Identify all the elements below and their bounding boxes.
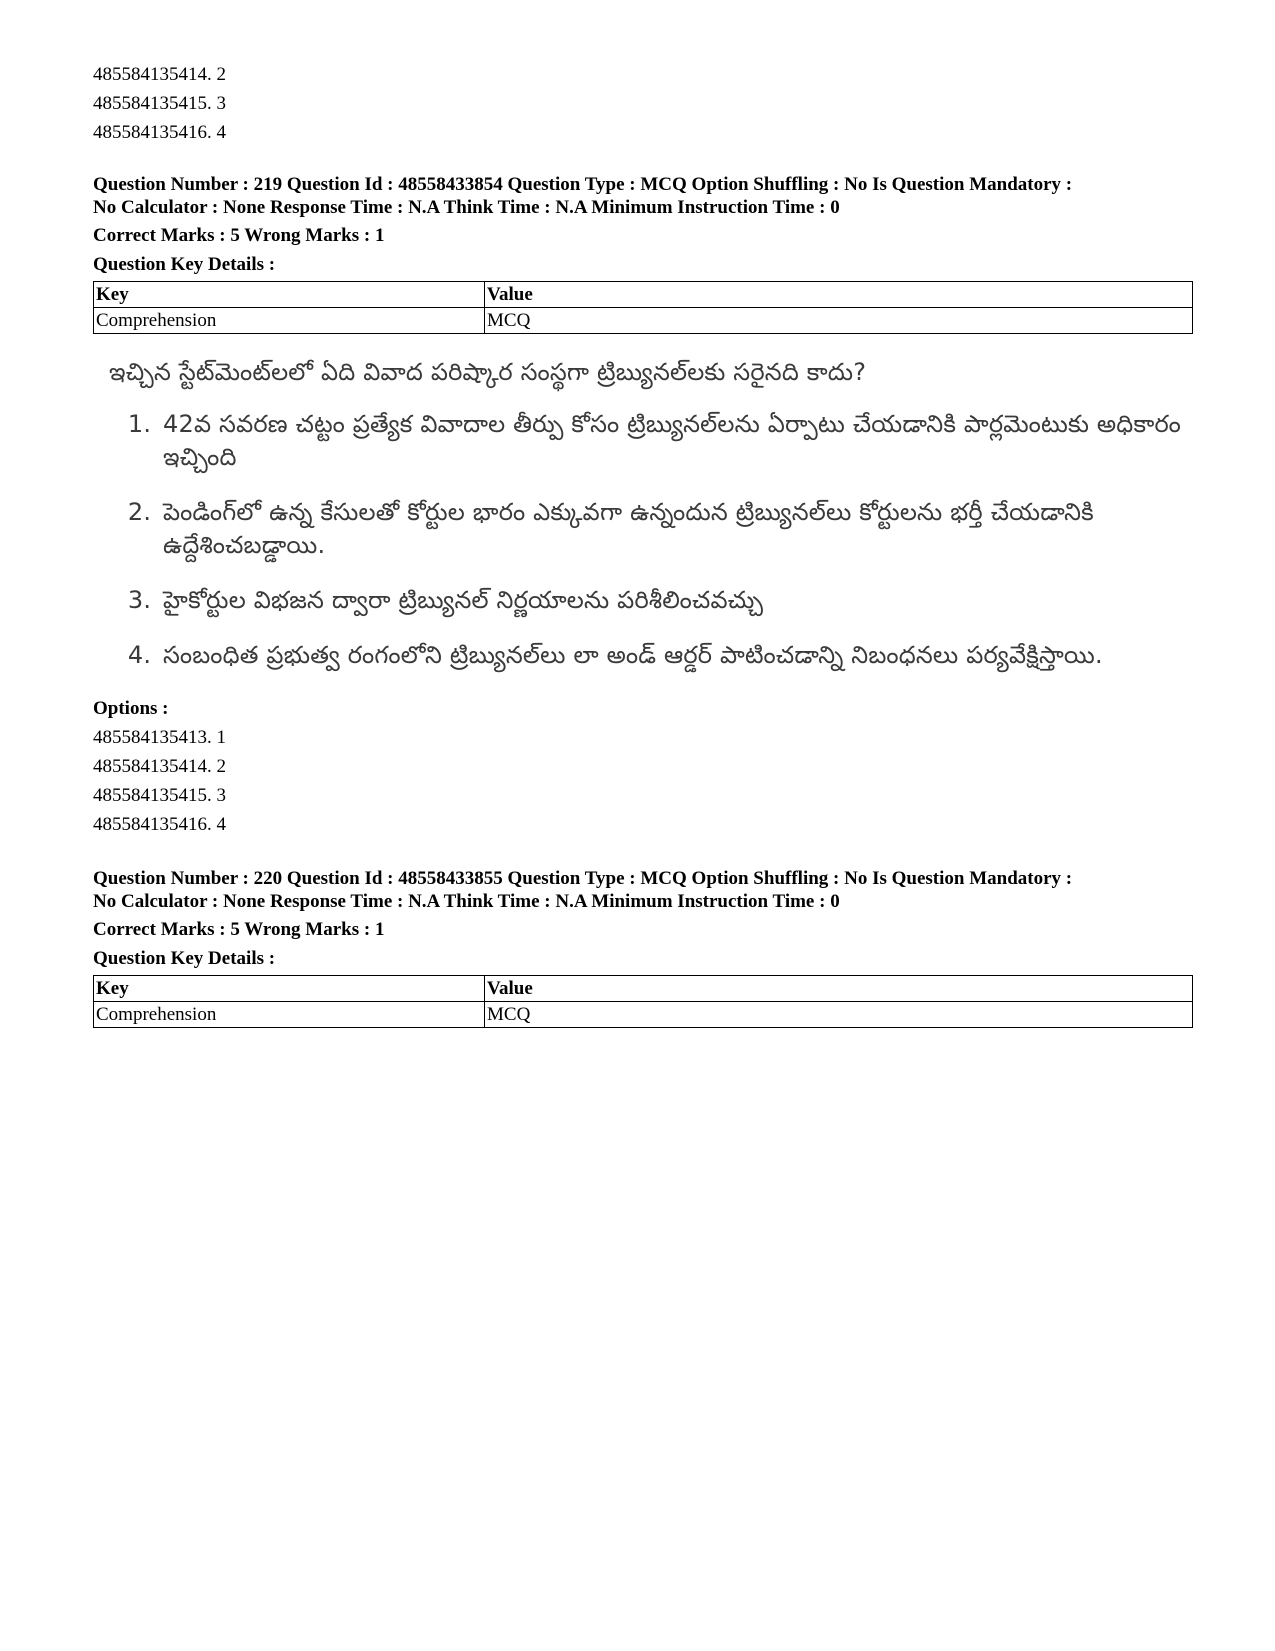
question-header-line2: No Calculator : None Response Time : N.A Think Time : N.A Minimum Instruction Time : 0 xyxy=(93,891,840,912)
question-header xyxy=(93,867,1193,913)
key-details-table xyxy=(93,281,1193,334)
table-cell-value: MCQ xyxy=(485,1002,1193,1028)
table-header-row xyxy=(94,976,1193,1002)
table-header-key: Key xyxy=(94,976,485,1002)
marks-line: Correct Marks : 5 Wrong Marks : 1 xyxy=(93,919,385,940)
question-header-line1: Question Number : 219 Question Id : 48558433854 Question Type : MCQ Option Shuffling : No Is Question Mandatory : xyxy=(93,174,1073,195)
table-cell-key: Comprehension xyxy=(94,308,485,334)
statement-list xyxy=(109,408,1193,672)
options-label: Options : xyxy=(93,698,169,719)
table-cell-value: MCQ xyxy=(485,308,1193,334)
table-header-value: Value xyxy=(485,976,1193,1002)
option-line: 485584135415. 3 xyxy=(93,93,226,114)
option-line: 485584135413. 1 xyxy=(93,727,226,748)
question-header-line2: No Calculator : None Response Time : N.A Think Time : N.A Minimum Instruction Time : 0 xyxy=(93,197,840,218)
question-220-block xyxy=(93,867,1193,1028)
question-text-image xyxy=(109,356,1193,672)
question-header xyxy=(93,173,1193,219)
table-header-key: Key xyxy=(94,282,485,308)
option-line: 485584135416. 4 xyxy=(93,122,226,143)
document-page xyxy=(93,60,1193,1028)
table-row xyxy=(94,308,1193,334)
option-line: 485584135414. 2 xyxy=(93,64,226,85)
question-stem: ఇచ్చిన స్టేట్‌మెంట్‌లలో ఏది వివాద పరిష్కార సంస్థగా ట్రిబ్యునల్‌లకు సరైనది కాదు? xyxy=(109,358,867,386)
previous-options-list xyxy=(93,60,1193,147)
statement-item: 4. సంబంధిత ప్రభుత్వ రంగంలోని ట్రిబ్యునల్‌లు లా అండ్ ఆర్డర్ పాటించడాన్ని నిబంధనలు పర్యవేక్షిస్తాయి. xyxy=(159,639,1193,672)
statement-item: 2. పెండింగ్‌లో ఉన్న కేసులతో కోర్టుల భారం ఎక్కువగా ఉన్నందున ట్రిబ్యునల్‌లు కోర్టులను భర్తీ చేయడానికి ఉద్దేశించబడ్డాయి. xyxy=(159,496,1193,562)
key-details-table xyxy=(93,975,1193,1028)
table-header-value: Value xyxy=(485,282,1193,308)
option-line: 485584135416. 4 xyxy=(93,814,226,835)
table-header-row xyxy=(94,282,1193,308)
key-details-label: Question Key Details : xyxy=(93,254,276,275)
options-list xyxy=(93,723,1193,839)
table-row xyxy=(94,1002,1193,1028)
statement-item: 1. 42వ సవరణ చట్టం ప్రత్యేక వివాదాల తీర్పు కోసం ట్రిబ్యునల్‌లను ఏర్పాటు చేయడానికి పార్లమెంటుకు అధికారం ఇచ్చింది xyxy=(159,408,1193,474)
option-line: 485584135414. 2 xyxy=(93,756,226,777)
table-cell-key: Comprehension xyxy=(94,1002,485,1028)
key-details-label: Question Key Details : xyxy=(93,948,276,969)
option-line: 485584135415. 3 xyxy=(93,785,226,806)
question-219-block xyxy=(93,173,1193,839)
statement-item: 3. హైకోర్టుల విభజన ద్వారా ట్రిబ్యునల్ నిర్ణయాలను పరిశీలించవచ్చు xyxy=(159,584,1193,617)
question-header-line1: Question Number : 220 Question Id : 48558433855 Question Type : MCQ Option Shuffling : No Is Question Mandatory : xyxy=(93,868,1073,889)
marks-line: Correct Marks : 5 Wrong Marks : 1 xyxy=(93,225,385,246)
